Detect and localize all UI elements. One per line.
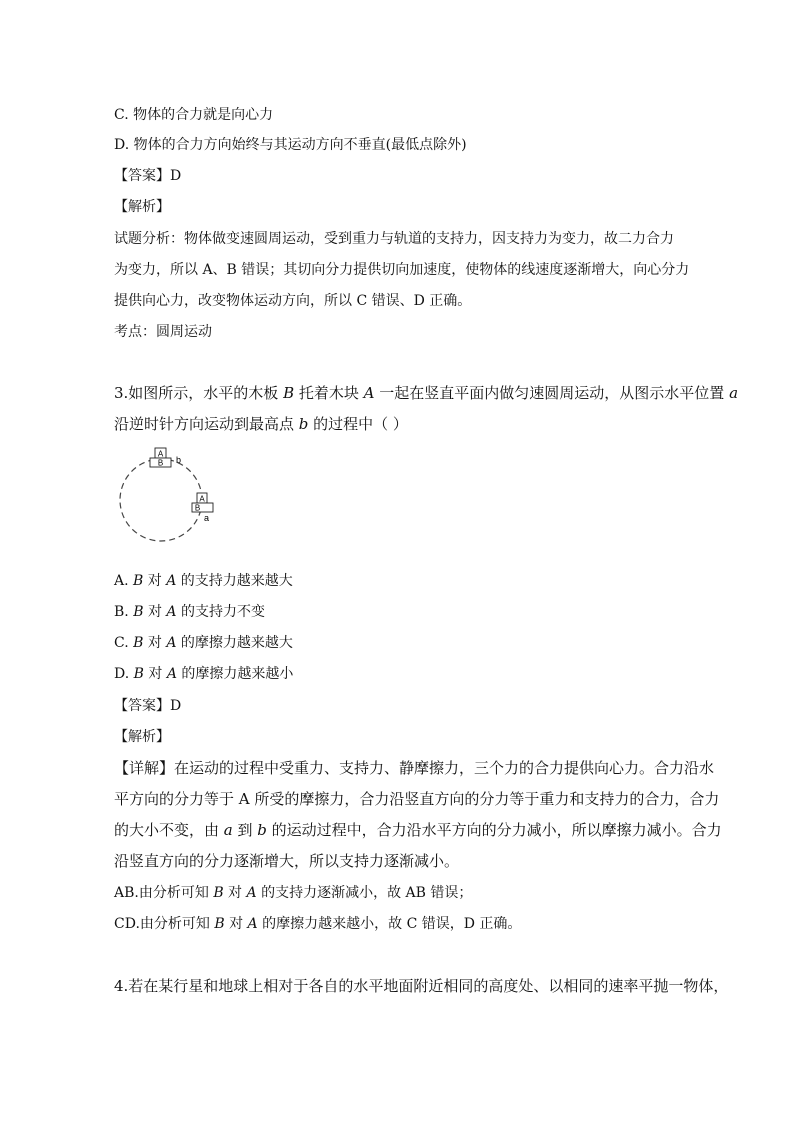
- point-a-label: a: [204, 513, 210, 523]
- q2-option-d: D. 物体的合力方向始终与其运动方向不垂直(最低点除外): [114, 137, 467, 153]
- q3-option-b: B. B 对 A 的支持力不变: [114, 604, 265, 620]
- q3-detail-line: 的大小不变，由 a 到 b 的运动过程中，合力沿水平方向的分力减小，所以摩擦力减小。合力: [114, 821, 722, 839]
- q3-option-a: A. B 对 A 的支持力越来越大: [114, 573, 293, 589]
- q3-stem-line-1: 3.如图所示，水平的木板 B 托着木块 A 一起在竖直平面内做匀速圆周运动，从图示水平位置 a: [114, 384, 739, 402]
- point-b-label: b: [176, 455, 182, 465]
- q3-detail-line: 平方向的分力等于 A 所受的摩擦力，合力沿竖直方向的分力等于重力和支持力的合力，合力: [114, 790, 720, 808]
- right-block-a-label: A: [199, 494, 205, 504]
- q3-ab-explanation: AB.由分析可知 B 对 A 的支持力逐渐减小，故 AB 错误；: [114, 885, 473, 901]
- top-blocks: [150, 448, 181, 468]
- q3-detail-line: 【详解】在运动的过程中受重力、支持力、静摩擦力，三个力的合力提供向心力。合力沿水: [114, 759, 715, 777]
- top-block-a-label: A: [157, 449, 164, 459]
- circular-path: [120, 459, 202, 541]
- q2-analysis-line: 为变力，所以 A、B 错误；其切向分力提供切向加速度，使物体的线速度逐渐增大，向心分力: [114, 262, 690, 278]
- top-board-b-label: B: [157, 458, 164, 468]
- q2-analysis-line: 提供向心力，改变物体运动方向，所以 C 错误、D 正确。: [114, 293, 472, 309]
- q2-key-point: 考点：圆周运动: [114, 324, 212, 340]
- q3-answer: 【答案】D: [114, 698, 182, 714]
- q3-analysis-heading: 【解析】: [114, 729, 170, 745]
- q3-option-c: C. B 对 A 的摩擦力越来越大: [114, 635, 293, 651]
- q2-option-c: C. 物体的合力就是向心力: [114, 107, 274, 123]
- q3-option-d: D. B 对 A 的摩擦力越来越小: [114, 666, 294, 682]
- q2-analysis-heading: 【解析】: [114, 199, 170, 215]
- q3-stem-line-2: 沿逆时针方向运动到最高点 b 的过程中（ ）: [114, 415, 408, 433]
- q2-answer: 【答案】D: [114, 168, 182, 184]
- q3-cd-explanation: CD.由分析可知 B 对 A 的摩擦力越来越小，故 C 错误，D 正确。: [114, 916, 522, 932]
- q2-analysis-line: 试题分析：物体做变速圆周运动，受到重力与轨道的支持力，因支持力为变力，故二力合力: [114, 231, 674, 247]
- circular-motion-figure: [110, 444, 230, 554]
- right-board-b-label: B: [194, 503, 201, 513]
- q4-stem: 4.若在某行星和地球上相对于各自的水平地面附近相同的高度处、以相同的速率平抛一物体，: [114, 977, 729, 995]
- right-blocks: [192, 493, 213, 523]
- q3-detail-line: 沿竖直方向的分力逐渐增大，所以支持力逐渐减小。: [114, 852, 460, 870]
